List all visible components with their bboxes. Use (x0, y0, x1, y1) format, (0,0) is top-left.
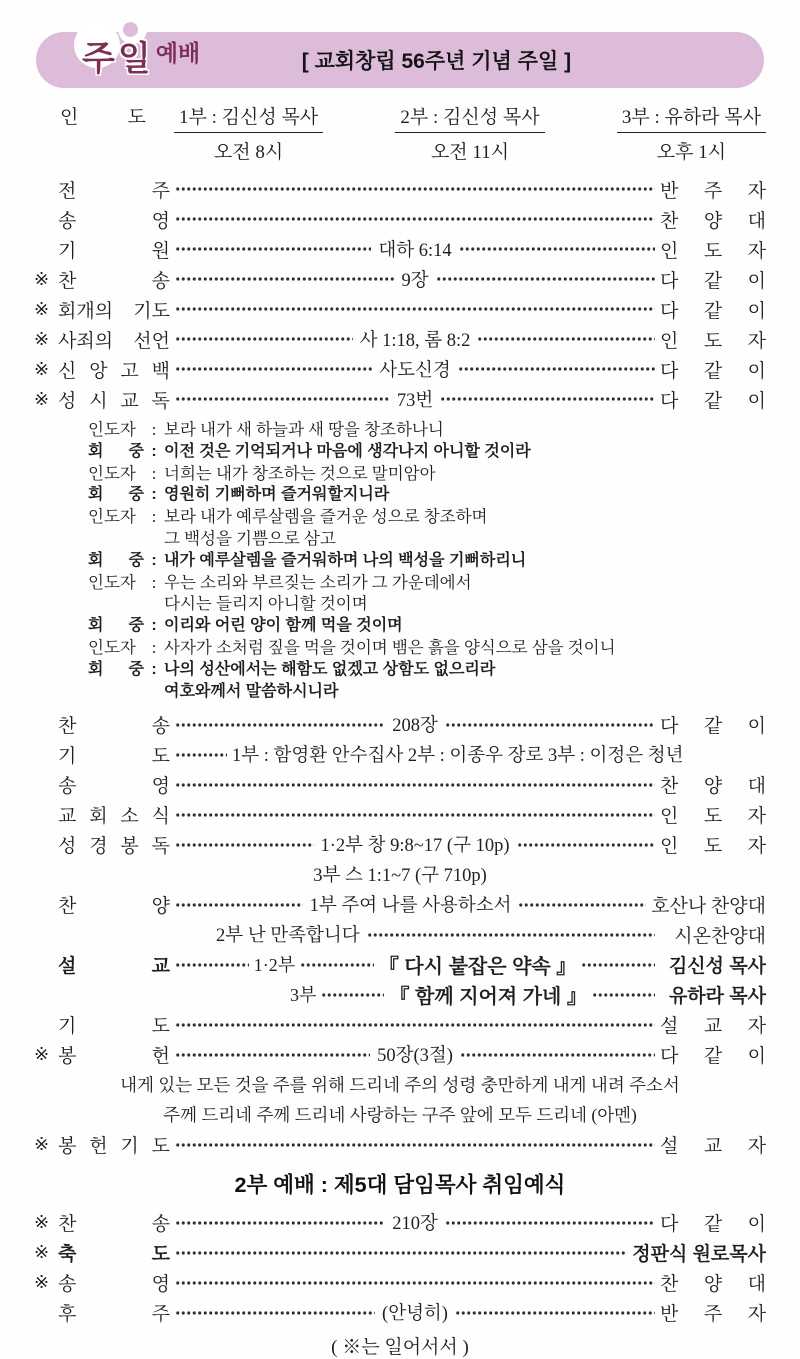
standing-marker: ※ (34, 1043, 50, 1064)
item-detail: 73번 (396, 391, 434, 411)
dot-leader (175, 1267, 655, 1297)
program-row (34, 264, 766, 294)
program-row (34, 1009, 766, 1039)
program-row (34, 1207, 766, 1237)
standing-marker: ※ (34, 1211, 50, 1232)
reading-colon: : (151, 463, 157, 483)
dot-leader (455, 1297, 655, 1327)
reading-line (88, 550, 766, 572)
sermon-part: 1·2부 (253, 955, 296, 976)
reading-colon (144, 681, 164, 703)
program-row (34, 1039, 766, 1069)
reading-speaker: 인도자 (88, 463, 136, 483)
item-label: 성 경 봉 독 (58, 835, 170, 857)
program-row (34, 979, 766, 1009)
dot-leader (175, 1207, 385, 1237)
service-part-1 (174, 102, 323, 164)
item-performer: 인 도 자 (660, 835, 766, 857)
dot-leader (477, 324, 655, 354)
program-row (34, 234, 766, 264)
header-banner (36, 32, 764, 88)
reading-colon: : (151, 660, 157, 678)
reading-speaker: 회 중 (88, 617, 144, 635)
item-label: 후 주 (58, 1303, 170, 1325)
sermon-part: 3부 (290, 985, 317, 1006)
dot-leader (518, 889, 646, 919)
item-performer: 정판식 원로목사 (632, 1243, 766, 1265)
reading-colon: : (151, 420, 157, 439)
item-label: 찬 송 (58, 1213, 170, 1235)
prayer-leaders: 1부 : 함영환 안수집사 2부 : 이종우 장로 3부 : 이정은 청년 (232, 746, 684, 767)
program-row (34, 1099, 766, 1129)
reading-text: 나의 성산에서는 해함도 없겠고 상함도 없으리라 (164, 660, 496, 678)
reading-speaker: 인도자 (88, 637, 136, 657)
item-label: 설 교 (58, 955, 170, 977)
item-detail: 사도신경 (379, 361, 451, 381)
part-1-time: 오전 8시 (213, 142, 284, 163)
program-block-3 (34, 1207, 766, 1327)
dot-leader (321, 979, 384, 1009)
dot-leader (175, 204, 655, 234)
item-performer: 다 같 이 (660, 1045, 767, 1067)
service-leaders-row (34, 102, 766, 164)
reading-line (88, 506, 766, 528)
dot-leader (175, 354, 372, 384)
program-row (34, 739, 766, 769)
reading-text: 너희는 내가 창조하는 것으로 말미암아 (164, 463, 436, 483)
offering-hymn-lyric: 주께 드리네 주께 드리네 사랑하는 구주 앞에 모두 드리네 (아멘) (163, 1104, 637, 1125)
dot-leader (175, 769, 655, 799)
responsive-reading (88, 419, 766, 702)
dot-leader (175, 324, 353, 354)
reading-line (88, 419, 766, 441)
program-row (34, 709, 766, 739)
dot-leader (175, 1297, 375, 1327)
reading-line (88, 572, 766, 594)
item-label: 송 영 (58, 210, 170, 232)
dot-leader (175, 1009, 655, 1039)
standing-marker: ※ (34, 1133, 50, 1154)
standing-marker: ※ (34, 388, 50, 409)
item-performer: 호산나 찬양대 (651, 895, 766, 917)
scripture-continued: 3부 스 1:1~7 (구 710p) (313, 866, 487, 887)
dot-leader (175, 384, 390, 414)
item-label: 송 영 (58, 775, 170, 797)
program-block-1 (34, 174, 766, 414)
item-label: 회개의 기도 (58, 300, 170, 322)
reading-colon: : (151, 442, 157, 460)
reading-speaker: 인도자 (88, 420, 136, 439)
logo-sub-text: 예배 (155, 40, 201, 66)
offering-hymn-lyric: 내게 있는 모든 것을 주를 위해 드리네 주의 성령 충만하게 내게 내려 주소서 (120, 1074, 680, 1095)
program-row (34, 829, 766, 859)
item-label: 신 앙 고 백 (58, 360, 170, 382)
reading-line (88, 681, 766, 703)
dot-leader (175, 294, 655, 324)
reading-text: 이리와 어린 양이 함께 먹을 것이며 (164, 617, 403, 635)
item-performer: 다 같 이 (660, 390, 766, 412)
dot-leader (175, 709, 385, 739)
item-detail: 2부 난 만족합니다 (216, 926, 360, 947)
reading-text: 보라 내가 예루살렘을 즐거운 성으로 창조하며 (164, 507, 488, 527)
reading-text: 내가 예루살렘을 즐거워하며 나의 백성을 기뻐하리니 (164, 551, 527, 569)
program-row (34, 354, 766, 384)
standing-note: ( ※는 일어서서 ) (331, 1337, 469, 1359)
sermon-title: 『 다시 붙잡은 약속 』 (378, 955, 577, 978)
dot-leader (459, 234, 655, 264)
dot-leader (300, 949, 374, 979)
reading-text: 영원히 기뻐하며 즐거워할지니라 (164, 486, 390, 504)
sermon-title: 『 함께 지어져 가네 』 (389, 985, 587, 1008)
item-performer: 다 같 이 (660, 715, 766, 737)
anniversary-subtitle: [ 교회창립 56주년 기념 주일 ] (301, 50, 572, 73)
program-row (34, 1069, 766, 1099)
item-detail: 사 1:18, 롬 8:2 (359, 331, 471, 351)
item-performer: 인 도 자 (660, 805, 766, 827)
program-row (34, 294, 766, 324)
item-performer: 시온찬양대 (674, 925, 766, 947)
reading-text: 다시는 들리지 아니할 것이며 (164, 594, 368, 614)
reading-speaker (88, 681, 144, 703)
dot-leader (445, 709, 655, 739)
leaders-label: 인 도 (60, 107, 146, 128)
worship-logo (82, 39, 200, 79)
logo-main-text: 주일 (82, 40, 154, 78)
reading-line (88, 463, 766, 485)
item-label: 기 원 (58, 240, 170, 262)
reading-colon: : (151, 486, 157, 504)
reading-text: 이전 것은 기억되거나 마음에 생각나지 아니할 것이라 (164, 442, 531, 460)
reading-line (88, 441, 766, 463)
reading-text: 그 백성을 기쁨으로 삼고 (164, 528, 336, 548)
reading-line (88, 637, 766, 659)
dot-leader (517, 829, 656, 859)
indent-spacer (170, 979, 290, 1009)
dot-leader (175, 949, 249, 979)
dot-leader (175, 264, 394, 294)
dot-leader (460, 1039, 655, 1069)
item-performer: 인 도 자 (660, 240, 767, 262)
part-3-leader: 3부 : 유하라 목사 (617, 102, 766, 133)
dot-leader (581, 949, 655, 979)
item-detail: 50장(3절) (377, 1046, 453, 1067)
reading-colon: : (151, 617, 157, 635)
reading-colon: : (151, 637, 157, 657)
item-label: 기 도 (58, 1015, 170, 1037)
item-performer: 인 도 자 (660, 330, 766, 352)
item-performer: 찬 양 대 (660, 775, 766, 797)
reading-text: 보라 내가 새 하늘과 새 땅을 창조하나니 (164, 420, 444, 439)
reading-line (88, 615, 766, 637)
reading-colon: : (151, 572, 157, 592)
item-performer: 다 같 이 (660, 360, 767, 382)
reading-line (88, 659, 766, 681)
item-performer: 찬 양 대 (660, 210, 766, 232)
dot-leader (175, 174, 655, 204)
reading-line (88, 484, 766, 506)
item-performer: 설 교 자 (660, 1135, 766, 1157)
item-performer: 반 주 자 (660, 180, 766, 202)
dot-leader (175, 1237, 627, 1267)
reading-text: 여호와께서 말씀하시니라 (164, 682, 339, 700)
dot-leader (175, 1039, 370, 1069)
reading-text: 사자가 소처럼 짚을 먹을 것이며 뱀은 흙을 양식으로 삼을 것이니 (164, 637, 616, 657)
standing-marker: ※ (34, 328, 50, 349)
item-performer: 찬 양 대 (660, 1273, 766, 1295)
reading-colon: : (151, 551, 157, 569)
item-label: 송 영 (58, 1273, 170, 1295)
item-label: 사죄의 선언 (58, 330, 170, 352)
standing-marker: ※ (34, 1241, 50, 1262)
item-label: 찬 송 (58, 270, 170, 292)
item-detail: 208장 (392, 716, 438, 737)
item-label: 기 도 (58, 745, 170, 767)
program-row (34, 324, 766, 354)
reading-line (88, 528, 766, 550)
program-row (34, 1237, 766, 1267)
program-row (34, 799, 766, 829)
part-2-leader: 2부 : 김신성 목사 (395, 102, 544, 133)
program-block-2 (34, 709, 766, 1159)
item-label: 찬 양 (58, 895, 170, 917)
item-label: 축 도 (58, 1243, 170, 1265)
part-3-time: 오후 1시 (656, 142, 727, 163)
reading-colon (144, 528, 164, 550)
part-2-time: 오전 11시 (430, 142, 510, 163)
program-row (34, 1129, 766, 1159)
program-row (34, 919, 766, 949)
item-label: 봉 헌 기 도 (58, 1135, 170, 1157)
dot-leader (458, 354, 655, 384)
reading-speaker (88, 593, 144, 615)
reading-speaker (88, 528, 144, 550)
item-label: 전 주 (58, 180, 170, 202)
reading-speaker: 회 중 (88, 486, 144, 504)
comma-dot-icon (123, 22, 138, 37)
program-row (34, 384, 766, 414)
standing-marker: ※ (34, 298, 50, 319)
dot-leader (175, 1129, 655, 1159)
section2-heading: 2부 예배 : 제5대 담임목사 취임예식 (234, 1173, 566, 1198)
indent-spacer (34, 919, 214, 949)
program-row (34, 769, 766, 799)
reading-speaker: 인도자 (88, 507, 136, 527)
standing-marker: ※ (34, 1271, 50, 1292)
reading-colon (144, 593, 164, 615)
program-row (34, 1297, 766, 1327)
item-performer: 설 교 자 (660, 1015, 766, 1037)
reading-line (88, 593, 766, 615)
item-detail: 1부 주여 나를 사용하소서 (309, 896, 512, 917)
program-row (34, 204, 766, 234)
dot-leader (367, 919, 655, 949)
item-detail: (안녕히) (382, 1304, 448, 1325)
program-row (34, 174, 766, 204)
item-performer: 다 같 이 (660, 270, 766, 292)
item-detail: 210장 (392, 1214, 438, 1235)
leaders-parts (174, 102, 766, 164)
service-part-2 (395, 102, 544, 164)
item-performer: 다 같 이 (660, 300, 766, 322)
item-detail: 대하 6:14 (378, 241, 452, 261)
reading-text: 우는 소리와 부르짖는 소리가 그 가운데에서 (164, 572, 472, 592)
item-detail: 1·2부 창 9:8~17 (구 10p) (320, 836, 510, 857)
reading-speaker: 인도자 (88, 572, 136, 592)
item-label: 찬 송 (58, 715, 170, 737)
sermon-preacher: 유하라 목사 (668, 985, 767, 1007)
dot-leader (175, 799, 655, 829)
reading-speaker: 회 중 (88, 660, 144, 678)
reading-speaker: 회 중 (88, 551, 144, 569)
item-label: 성 시 교 독 (58, 390, 170, 412)
program-row (34, 949, 766, 979)
program-row (34, 889, 766, 919)
program-row (34, 1267, 766, 1297)
sermon-preacher: 김신성 목사 (668, 955, 767, 977)
dot-leader (175, 889, 303, 919)
item-label: 교 회 소 식 (58, 805, 170, 827)
item-detail: 9장 (401, 271, 429, 291)
standing-marker: ※ (34, 268, 50, 289)
dot-leader (175, 739, 227, 769)
dot-leader (445, 1207, 655, 1237)
reading-speaker: 회 중 (88, 442, 144, 460)
dot-leader (440, 384, 655, 414)
part-1-leader: 1부 : 김신성 목사 (174, 102, 323, 133)
dot-leader (592, 979, 655, 1009)
dot-leader (175, 234, 371, 264)
service-part-3 (617, 102, 766, 164)
item-label: 봉 헌 (58, 1045, 170, 1067)
item-performer: 다 같 이 (660, 1213, 766, 1235)
item-performer: 반 주 자 (660, 1303, 766, 1325)
dot-leader (175, 829, 314, 859)
program-row (34, 859, 766, 889)
dot-leader (436, 264, 655, 294)
standing-marker: ※ (34, 358, 50, 379)
reading-colon: : (151, 507, 157, 527)
